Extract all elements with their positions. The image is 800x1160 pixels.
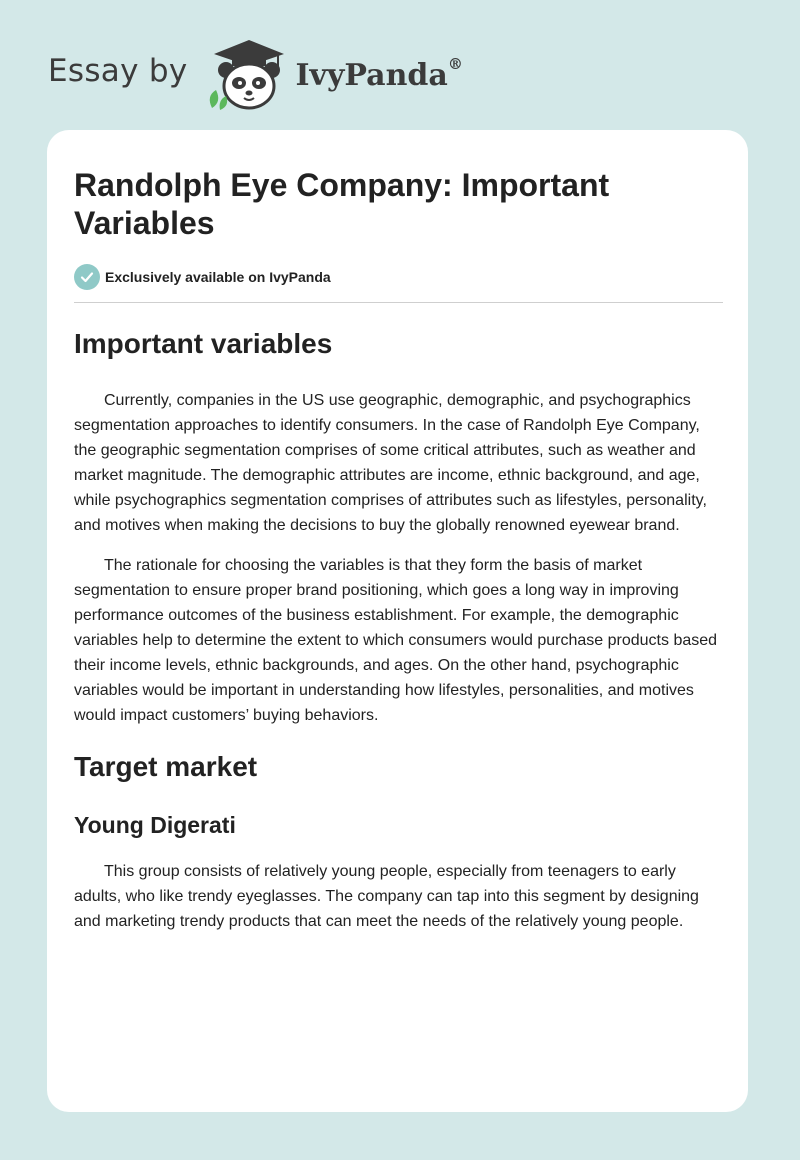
paragraph: Currently, companies in the US use geographic, demographic, and psychographics segmentation approaches to identify consumers. In the case of Randolph Eye Company, the geographic segmentation comprises of some critical attributes, such as weather and market magnitude. The demographic attributes are income, ethnic background, and age, while psychographics segmentation comprises of attributes such as lifestyles, personality, and motives when making the decisions to buy the globally renowned eyewear brand. xyxy=(74,392,707,534)
essay-by-label: Essay by xyxy=(48,53,188,89)
exclusive-badge xyxy=(74,264,722,290)
subheading-young-digerati: Young Digerati xyxy=(74,812,236,838)
ivypanda-brand-name[interactable]: IvyPanda® xyxy=(295,54,463,93)
registered-mark: ® xyxy=(447,54,463,73)
site-header xyxy=(48,34,463,114)
paragraph: The rationale for choosing the variables is that they form the basis of market segmentation to ensure proper brand positioning, which goes a long way in improving performance outcomes of the business establishment. For example, the demographic variables help to determine the extent to which consumers would purchase products based their income levels, ethnic backgrounds, and ages. On the other hand, psychographic variables would be important in understanding how lifestyles, personalities, and motives would impact customers’ buying behaviors. xyxy=(74,557,718,724)
paragraph: This group consists of relatively young people, especially from teenagers to early adults, who like trendy eyeglasses. The company can tap into this segment by designing and marketing trendy products that can meet the needs of the relatively young people. xyxy=(74,863,699,930)
check-circle-icon xyxy=(74,264,100,290)
divider xyxy=(74,302,723,303)
badge-text: Exclusively available on IvyPanda xyxy=(105,269,331,285)
panda-logo-icon[interactable] xyxy=(204,36,294,112)
article-card xyxy=(47,130,748,1112)
section-heading-important-variables: Important variables xyxy=(74,328,333,359)
page-title: Randolph Eye Company: Important Variables xyxy=(74,167,610,241)
section-heading-target-market: Target market xyxy=(74,751,258,782)
